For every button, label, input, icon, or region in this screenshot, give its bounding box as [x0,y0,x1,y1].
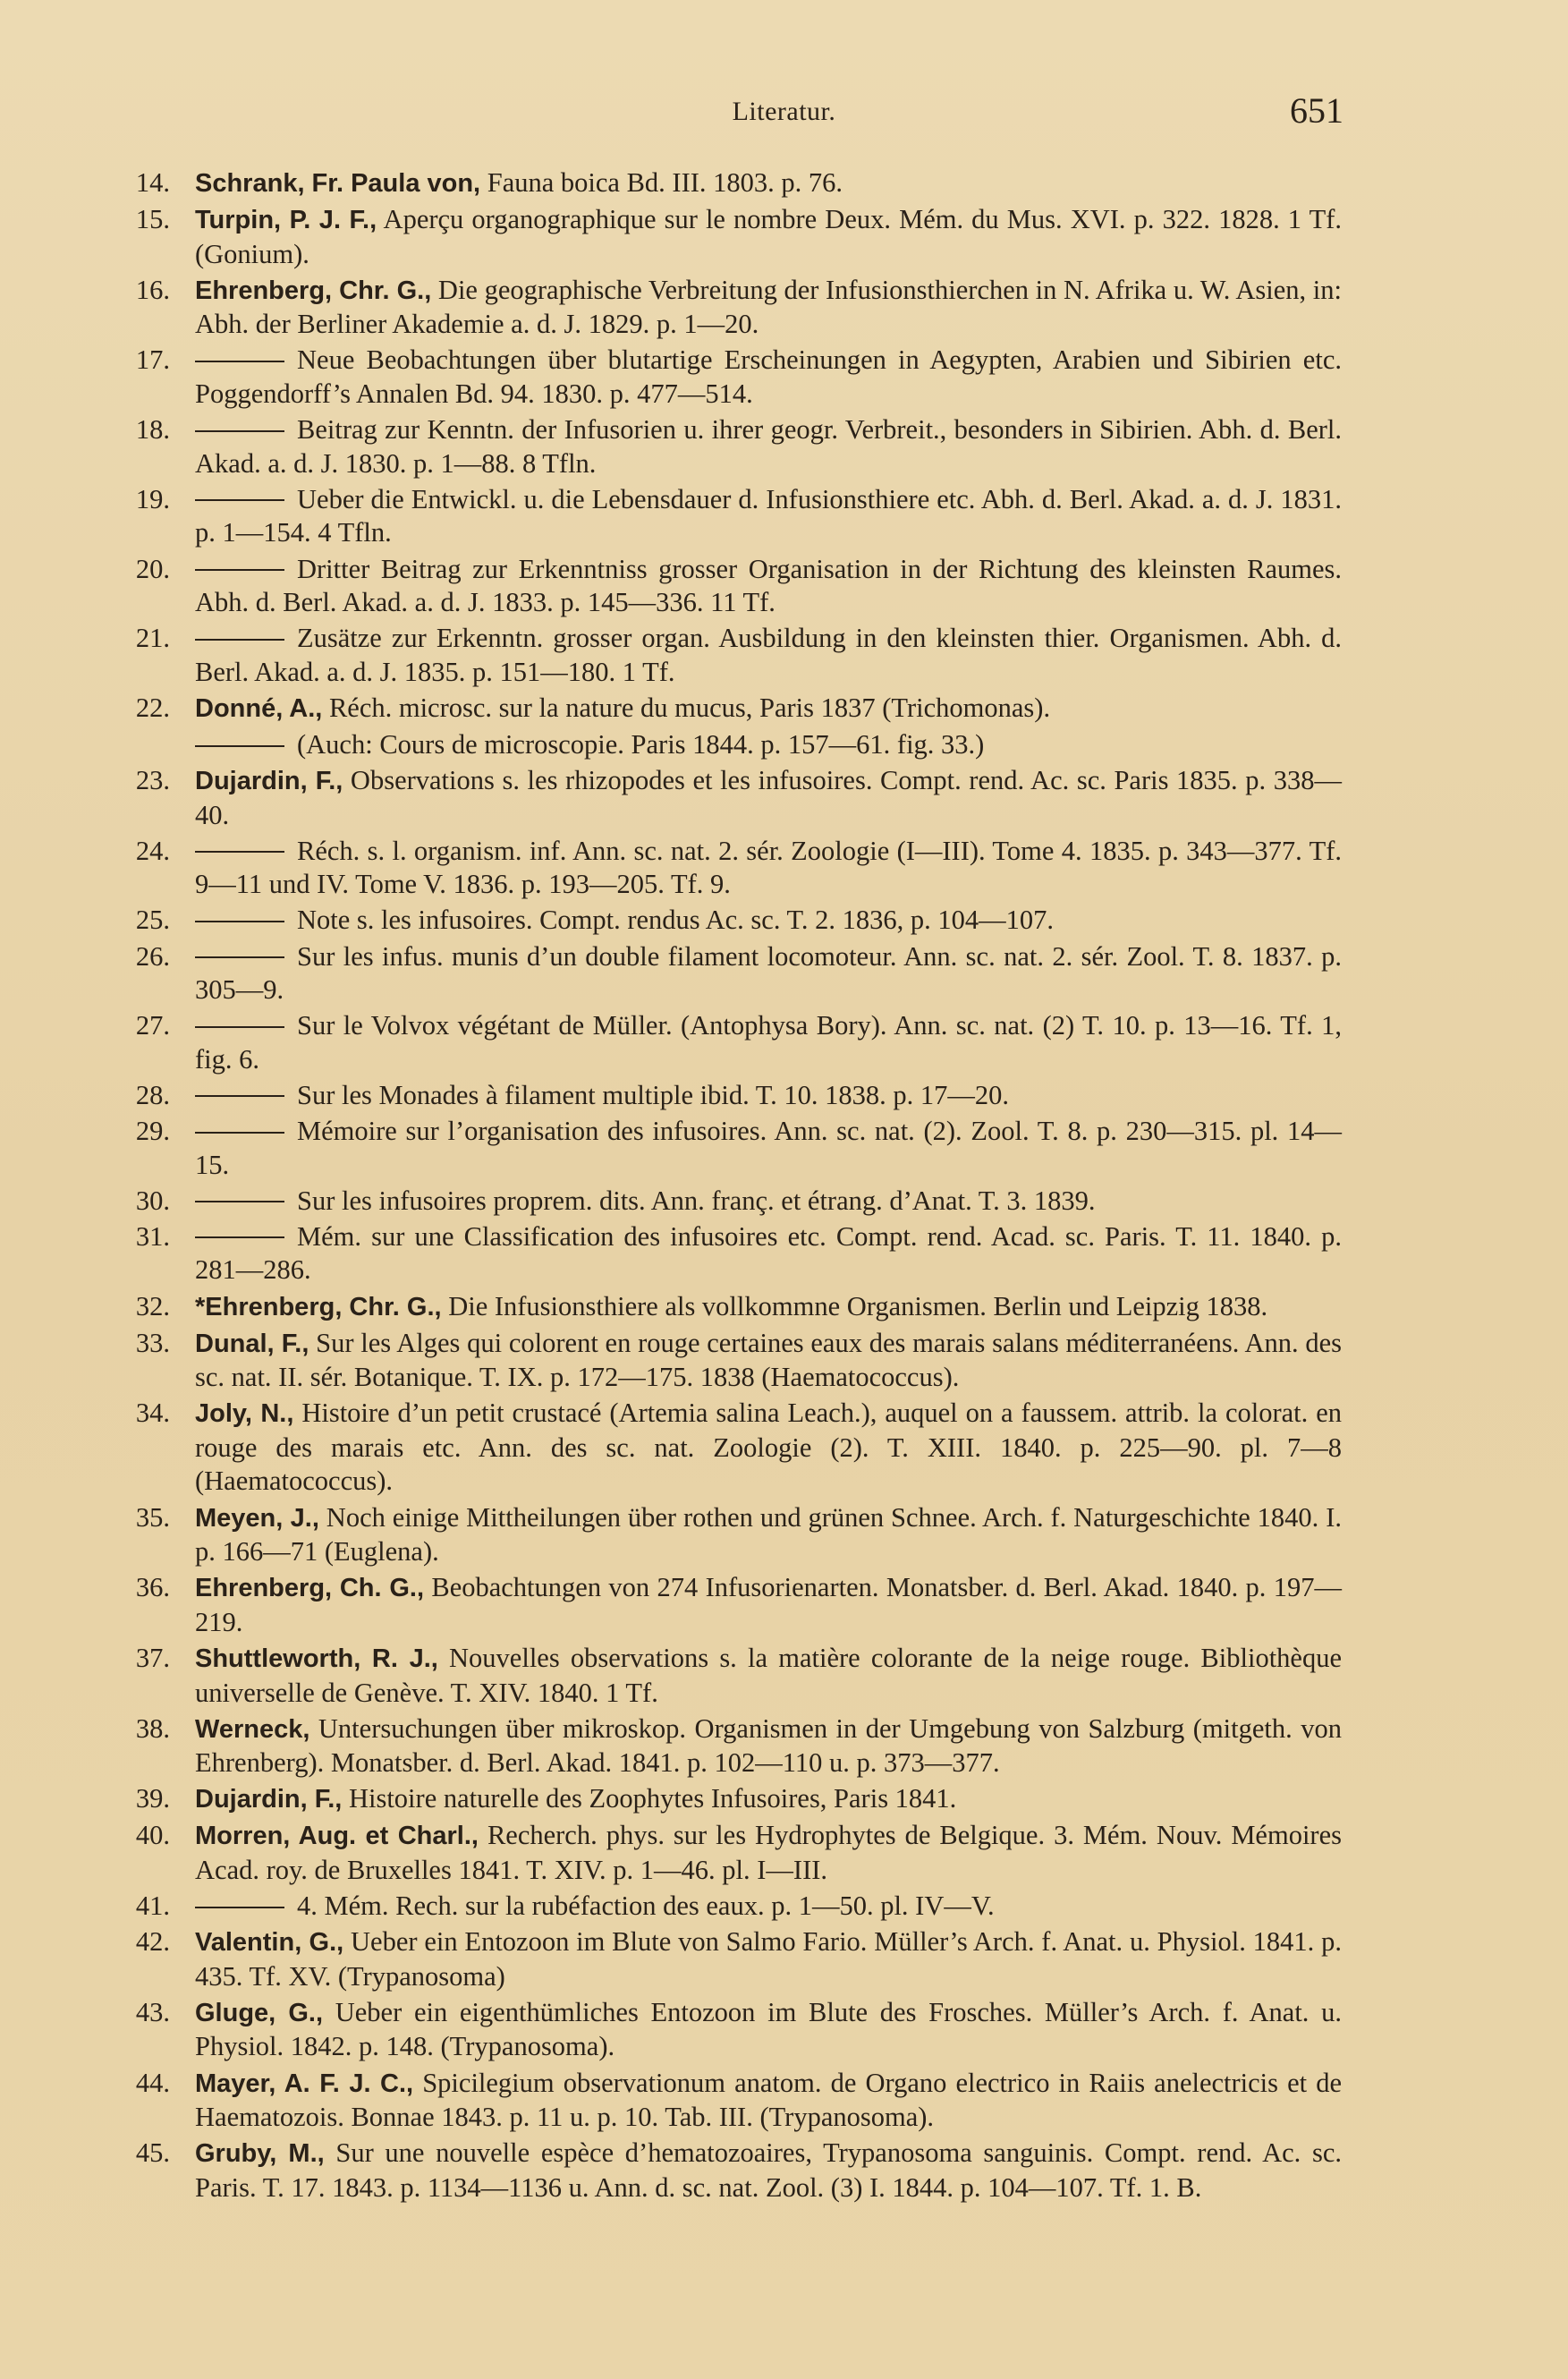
bibliography-entry [125,904,1342,938]
entry-author: Mayer, A. F. J. C., [195,2069,414,2098]
ditto-dash [195,1095,284,1097]
entry-number: 25. [135,905,170,936]
entry-text: Note s. les infusoires. Compt. rendus Ac. sc. T. 2. 1836, p. 104—107. [297,905,1055,936]
entry-number: 21. [135,623,170,654]
entry-number: 40. [135,1820,170,1851]
page-header [0,89,1568,143]
entry-number: 34. [135,1398,170,1429]
bibliography-entry [125,1220,1342,1287]
entry-number: 17. [135,344,170,376]
entry-text: Histoire d’un petit crustacé (Artemia salina Leach.), auquel on a faussem. attrib. la colorat. en rouge des marais etc. Ann. des sc. nat. Zoologie (2). T. XIII. 1840. p. 225—90. pl. 7—8 (Haematococcus). [195,1398,1342,1497]
entry-number: 15. [135,204,170,235]
entry-text: Mémoire sur l’organisation des infusoires. Ann. sc. nat. (2). Zool. T. 8. p. 230—315. pl. 14—15. [195,1116,1342,1180]
entry-text: Fauna boica Bd. III. 1803. p. 76. [480,167,843,198]
bibliography-entry [125,203,1342,271]
bibliography-entry [125,1782,1342,1817]
entry-number: 41. [135,1890,170,1922]
entry-author: Gluge, G., [195,1998,324,2027]
bibliography-entry [125,1185,1342,1219]
entry-number: 26. [135,940,170,972]
entry-text: Mém. sur une Classification des infusoires etc. Compt. rend. Acad. sc. Paris. T. 11. 1840. p. 281—286. [195,1220,1342,1286]
ditto-dash [195,361,284,362]
bibliography-entry [125,1890,1342,1924]
bibliography-entry [125,940,1342,1007]
entry-author: Valentin, G., [195,1928,344,1958]
entry-number: 14. [135,167,170,198]
entry-text: Aperçu organographique sur le nombre Deux. Mém. du Mus. XVI. p. 322. 1828. 1 Tf. (Gonium). [195,204,1342,269]
entry-text: Nouvelles observations s. la matière colorante de la neige rouge. Bibliothèque universelle de Genève. T. XIV. 1840. 1 Tf. [195,1642,1342,1708]
entry-number: 36. [135,1572,170,1603]
entry-text: Dritter Beitrag zur Erkenntniss grosser Organisation in der Richtung des kleinsten Raumes. Abh. d. Berl. Akad. a. d. J. 1833. p. 145—336. 11 Tf. [195,553,1342,618]
ditto-dash [195,1026,284,1028]
bibliography-entry [125,2137,1342,2205]
bibliography-entry [125,728,1342,762]
entry-number: 28. [135,1079,170,1110]
entry-number: 44. [135,2067,170,2098]
entry-number: 35. [135,1501,170,1533]
ditto-dash [195,956,284,958]
bibliography-entry [125,1115,1342,1182]
entry-text: Spicilegium observationum anatom. de Organo electrico in Raiis anelectricis et de Haematozois. Bonnae 1843. p. 11 u. p. 10. Tab. III. (Trypanosoma). [195,2067,1342,2133]
entry-text: 4. Mém. Rech. sur la rubéfaction des eaux. p. 1—50. pl. IV—V. [297,1890,995,1922]
bibliography-entry [125,344,1342,411]
entry-author: Ehrenberg, Ch. G., [195,1574,425,1603]
entry-text: Sur les Alges qui colorent en rouge certaines eaux des marais salans méditerranéens. Ann. des sc. nat. II. sér. Botanique. T. IX. p. 172—175. 1838 (Haematococcus). [195,1327,1342,1393]
entry-author: Dunal, F., [195,1329,309,1358]
entry-text: Histoire naturelle des Zoophytes Infusoires, Paris 1841. [342,1783,957,1814]
page-number: 651 [1290,90,1343,131]
entry-text: (Auch: Cours de microscopie. Paris 1844. p. 157—61. fig. 33.) [297,729,985,760]
entry-author: Werneck, [195,1714,310,1744]
bibliography-entry [125,413,1342,480]
entry-text: Observations s. les rhizopodes et les infusoires. Compt. rend. Ac. sc. Paris 1835. p. 338—40. [195,765,1342,830]
entry-author: *Ehrenberg, Chr. G., [195,1292,442,1321]
entry-number: 42. [135,1926,170,1958]
bibliography-entry [125,1009,1342,1076]
entry-text: Die Infusionsthiere als vollkommne Organismen. Berlin und Leipzig 1838. [441,1290,1268,1321]
entry-number: 19. [135,483,170,514]
entry-text: Beitrag zur Kenntn. der Infusorien u. ihrer geogr. Verbreit., besonders in Sibirien. Abh. d. Berl. Akad. a. d. J. 1830. p. 1—88. 8 Tfln. [195,414,1342,479]
entry-author: Gruby, M., [195,2139,325,2169]
entry-text: Untersuchungen über mikroskop. Organismen in der Umgebung von Salzburg (mitgeth. von Ehrenberg). Monatsber. d. Berl. Akad. 1841. p. 102—110 u. p. 373—377. [195,1712,1342,1779]
entry-number: 33. [135,1327,170,1358]
entry-text: Sur une nouvelle espèce d’hematozoaires, Trypanosoma sanguinis. Compt. rend. Ac. sc. Paris. T. 17. 1843. p. 1134—1136 u. Ann. d. sc. nat. Zool. (3) I. 1844. p. 104—107. Tf. 1. B. [195,2137,1342,2203]
entry-text: Réch. microsc. sur la nature du mucus, Paris 1837 (Trichomonas). [322,692,1051,723]
ditto-dash [195,745,284,747]
entry-number: 45. [135,2137,170,2169]
entry-number: 24. [135,835,170,866]
bibliography-entry [125,1290,1342,1325]
bibliography-entry [125,1925,1342,1993]
entry-text: Sur le Volvox végétant de Müller. (Antophysa Bory). Ann. sc. nat. (2) T. 10. p. 13—16. Tf. 1, fig. 6. [195,1010,1342,1075]
entry-number: 16. [135,274,170,305]
entry-text: Sur les Monades à filament multiple ibid. T. 10. 1838. p. 17—20. [297,1079,1010,1110]
entry-text: Die geographische Verbreitung der Infusionsthierchen in N. Afrika u. W. Asien, in: Abh. der Berliner Akademie a. d. J. 1829. p. 1—20. [195,274,1342,340]
ditto-dash [195,430,284,432]
ditto-dash [195,921,284,922]
bibliography-entry [125,274,1342,342]
entry-number: 32. [135,1290,170,1321]
entry-number: 31. [135,1220,170,1252]
ditto-dash [195,1236,284,1238]
ditto-dash [195,1201,284,1202]
bibliography-entry [125,1996,1342,2064]
entry-number: 29. [135,1116,170,1147]
bibliography-list [125,166,1342,2207]
entry-author: Joly, N., [195,1399,294,1429]
entry-author: Shuttleworth, R. J., [195,1644,438,1673]
ditto-dash [195,851,284,853]
bibliography-entry [125,553,1342,620]
entry-number: 22. [135,692,170,723]
entry-text: Noch einige Mittheilungen über rothen und grünen Schnee. Arch. f. Naturgeschichte 1840. I. p. 166—71 (Euglena). [195,1501,1342,1568]
ditto-dash [195,639,284,641]
entry-author: Turpin, P. J. F., [195,206,377,235]
entry-author: Dujardin, F., [195,767,343,796]
entry-author: Schrank, Fr. Paula von, [195,169,481,198]
entry-author: Dujardin, F., [195,1785,343,1814]
entry-number: 27. [135,1010,170,1041]
entry-number: 20. [135,553,170,584]
entry-text: Ueber die Entwickl. u. die Lebensdauer d. Infusionsthiere etc. Abh. d. Berl. Akad. a. d. J. 1831. p. 1—154. 4 Tfln. [195,483,1342,548]
entry-number: 18. [135,414,170,446]
entry-number: 30. [135,1185,170,1216]
entry-number: 43. [135,1996,170,2027]
entry-text: Zusätze zur Erkenntn. grosser organ. Ausbildung in den kleinsten thier. Organismen. Abh. d. Berl. Akad. a. d. J. 1835. p. 151—180. 1 Tf. [195,623,1342,687]
entry-text: Recherch. phys. sur les Hydrophytes de Belgique. 3. Mém. Nouv. Mémoires Acad. roy. de Bruxelles 1841. T. XIV. p. 1—46. pl. I—III. [195,1820,1342,1885]
entry-text: Beobachtungen von 274 Infusorienarten. Monatsber. d. Berl. Akad. 1840. p. 197—219. [195,1572,1342,1637]
entry-text: Sur les infusoires proprem. dits. Ann. franç. et étrang. d’Anat. T. 3. 1839. [297,1185,1096,1216]
entry-author: Donné, A., [195,693,323,723]
bibliography-entry [125,1397,1342,1499]
bibliography-entry [125,166,1342,201]
ditto-dash [195,1907,284,1908]
entry-number: 23. [135,765,170,796]
bibliography-entry [125,1501,1342,1569]
bibliography-entry [125,1571,1342,1639]
entry-text: Sur les infus. munis d’un double filament locomoteur. Ann. sc. nat. 2. sér. Zool. T. 8. 1837. p. 305—9. [195,940,1342,1006]
bibliography-entry [125,1819,1342,1887]
bibliography-entry [125,764,1342,832]
entry-author: Ehrenberg, Chr. G., [195,276,432,305]
running-title: Literatur. [732,97,836,126]
entry-text: Réch. s. l. organism. inf. Ann. sc. nat. 2. sér. Zoologie (I—III). Tome 4. 1835. p. 343—377. Tf. 9—11 und IV. Tome V. 1836. p. 193—205. Tf. 9. [195,835,1342,900]
entry-text: Ueber ein eigenthümliches Entozoon im Blute des Frosches. Müller’s Arch. f. Anat. u. Physiol. 1842. p. 148. (Trypanosoma). [195,1996,1342,2062]
bibliography-entry [125,483,1342,550]
bibliography-entry [125,1712,1342,1780]
bibliography-entry [125,1642,1342,1710]
ditto-dash [195,499,284,501]
entry-number: 38. [135,1712,170,1744]
entry-author: Morren, Aug. et Charl., [195,1822,479,1851]
ditto-dash [195,1132,284,1134]
bibliography-entry [125,1327,1342,1395]
bibliography-entry [125,2067,1342,2135]
bibliography-entry [125,692,1342,726]
entry-number: 37. [135,1642,170,1673]
bibliography-entry [125,1079,1342,1113]
entry-author: Meyen, J., [195,1503,319,1533]
ditto-dash [195,569,284,571]
bibliography-entry [125,622,1342,689]
entry-text: Ueber ein Entozoon im Blute von Salmo Fario. Müller’s Arch. f. Anat. u. Physiol. 1841. p. 435. Tf. XV. (Trypanosoma) [195,1926,1342,1992]
entry-number: 39. [135,1783,170,1814]
bibliography-entry [125,835,1342,902]
entry-text: Neue Beobachtungen über blutartige Erscheinungen in Aegypten, Arabien und Sibirien etc. Poggendorff’s Annalen Bd. 94. 1830. p. 477—514. [195,344,1342,410]
